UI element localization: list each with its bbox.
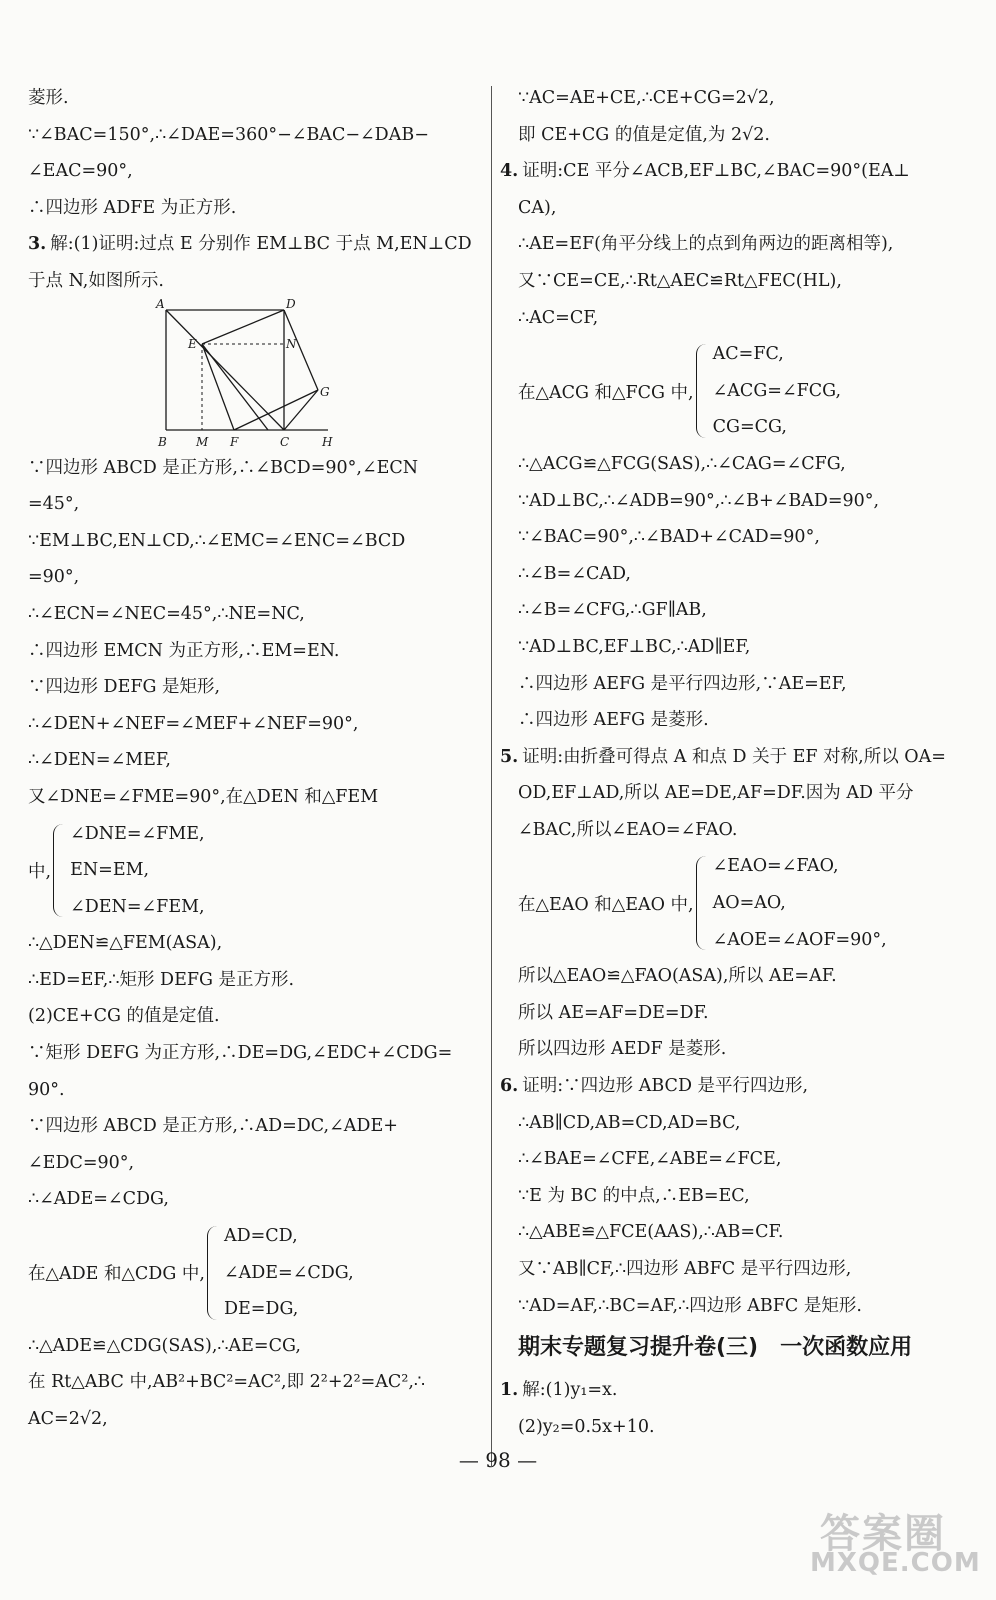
- brace: [207, 1226, 218, 1320]
- question-5-line: [500, 739, 978, 776]
- question-number: 5.: [500, 746, 519, 767]
- label-N: N: [286, 336, 297, 351]
- text-line: =90°,: [28, 567, 80, 588]
- watermark-logo: [800, 1502, 981, 1582]
- text-line: ∠EAC=90°,: [28, 161, 133, 182]
- text-line: ∵EM⊥BC,EN⊥CD,∴∠EMC=∠ENC=∠BCD: [28, 530, 406, 551]
- question-4-line: [500, 153, 978, 190]
- equation-system: [500, 336, 978, 446]
- text-line: ∵AD⊥BC,EF⊥BC,∴AD∥EF,: [518, 636, 751, 657]
- text-line: ∴ED=EF,∴矩形 DEFG 是正方形.: [28, 969, 295, 990]
- system-prefix: 在△EAO 和△EAO 中,: [518, 894, 694, 915]
- question-number: 6.: [500, 1076, 519, 1097]
- label-G: G: [320, 384, 330, 399]
- text-span: 证明:CE 平分∠ACB,EF⊥BC,∠BAC=90°(EA⊥: [522, 161, 910, 182]
- section-heading: 期末专题复习提升卷(三) 一次函数应用: [518, 1335, 913, 1361]
- question-6-line: [500, 1068, 978, 1105]
- text-line: ∴∠BAE=∠CFE,∠ABE=∠FCE,: [518, 1149, 782, 1170]
- system-prefix: 在△ADE 和△CDG 中,: [28, 1264, 205, 1285]
- brace: [696, 856, 707, 950]
- system-row: ∠AOE=∠AOF=90°,: [712, 929, 887, 950]
- text-line: ∵∠BAC=90°,∴∠BAD+∠CAD=90°,: [518, 527, 820, 548]
- text-line: ∴四边形 EMCN 为正方形,∴EM=EN.: [28, 640, 340, 661]
- watermark-url: MXQE.COM: [810, 1548, 981, 1578]
- text-line: ∵四边形 ABCD 是正方形,∴∠BCD=90°,∠ECN: [28, 457, 419, 478]
- text-line: 菱形.: [28, 88, 69, 108]
- text-line: ∴AB∥CD,AB=CD,AD=BC,: [518, 1112, 741, 1133]
- text-line: (2)CE+CG 的值是定值.: [28, 1006, 220, 1027]
- text-line: ∵四边形 ABCD 是正方形,∴AD=DC,∠ADE+: [28, 1116, 398, 1137]
- text-line: ∴四边形 ADFE 为正方形.: [28, 197, 237, 218]
- text-line: =45°,: [28, 494, 80, 515]
- system-row: CG=CG,: [712, 417, 787, 438]
- system-row: AD=CD,: [223, 1226, 298, 1247]
- text-line: (2)y₂=0.5x+10.: [518, 1416, 655, 1437]
- equation-system: [28, 816, 483, 926]
- label-D: D: [286, 296, 296, 311]
- label-F: F: [230, 434, 239, 449]
- text-line: 又∵AB∥CF,∴四边形 ABFC 是平行四边形,: [518, 1259, 852, 1279]
- text-line: ∴△ACG≌△FCG(SAS),∴∠CAG=∠CFG,: [518, 453, 846, 474]
- text-span: 证明:∵四边形 ABCD 是平行四边形,: [522, 1076, 809, 1097]
- text-line: 在 Rt△ABC 中,AB²+BC²=AC²,即 2²+2²=AC²,∴: [28, 1372, 426, 1393]
- text-line: ∴△ADE≌△CDG(SAS),∴AE=CG,: [28, 1335, 301, 1356]
- text-span: 解:(1)y₁=x.: [522, 1380, 618, 1401]
- text-line: ∴△DEN≌△FEM(ASA),: [28, 933, 223, 954]
- text-line: AC=2√2,: [28, 1409, 108, 1429]
- system-row: ∠DNE=∠FME,: [70, 823, 205, 844]
- text-span: 证明:由折叠可得点 A 和点 D 关于 EF 对称,所以 OA=: [522, 746, 946, 767]
- text-line: ∴AE=EF(角平分线上的点到角两边的距离相等),: [518, 234, 894, 255]
- system-row: ∠ADE=∠CDG,: [223, 1262, 354, 1283]
- text-line: 即 CE+CG 的值是定值,为 2√2.: [518, 124, 770, 145]
- system-row: ∠DEN=∠FEM,: [70, 896, 205, 917]
- text-line: 所以 AE=AF=DE=DF.: [518, 1002, 709, 1023]
- text-line: ∵∠BAC=150°,∴∠DAE=360°−∠BAC−∠DAB−: [28, 124, 429, 145]
- text-line: ∵矩形 DEFG 为正方形,∴DE=DG,∠EDC+∠CDG=: [28, 1043, 453, 1064]
- question-number: 3.: [28, 234, 47, 255]
- system-prefix: 在△ACG 和△FCG 中,: [518, 382, 694, 403]
- system-row: AO=AO,: [712, 893, 786, 914]
- text-line: 又∠DNE=∠FME=90°,在△DEN 和△FEM: [28, 786, 379, 807]
- text-line: ∴∠ADE=∠CDG,: [28, 1189, 169, 1210]
- label-E: E: [188, 336, 197, 351]
- text-line: ∴△ABE≌△FCE(AAS),∴AB=CF.: [518, 1222, 784, 1243]
- system-prefix: 中,: [28, 861, 52, 882]
- text-line: ∴∠B=∠CAD,: [518, 563, 631, 584]
- text-line: ∴AC=CF,: [518, 307, 599, 328]
- system-row: AC=FC,: [712, 344, 784, 365]
- answer-1-line: [500, 1372, 978, 1409]
- label-H: H: [322, 434, 333, 449]
- text-line: ∵AC=AE+CE,∴CE+CG=2√2,: [518, 88, 775, 108]
- square-diagram: [128, 296, 333, 450]
- label-C: C: [280, 434, 290, 449]
- brace: [53, 824, 64, 918]
- text-line: ∠EDC=90°,: [28, 1152, 135, 1173]
- text-line: 于点 N,如图所示.: [28, 270, 164, 291]
- right-column: [500, 80, 978, 1445]
- page-number: — 98 —: [458, 1448, 538, 1472]
- text-line: ∴∠DEN=∠MEF,: [28, 750, 171, 771]
- text-line: CA),: [518, 197, 557, 218]
- text-line: ∠BAC,所以∠EAO=∠FAO.: [518, 819, 738, 840]
- text-line: ∵E 为 BC 的中点,∴EB=EC,: [518, 1185, 750, 1206]
- text-line: ∵AD=AF,∴BC=AF,∴四边形 ABFC 是矩形.: [518, 1295, 862, 1316]
- text-line: ∴∠DEN+∠NEF=∠MEF+∠NEF=90°,: [28, 713, 359, 734]
- equation-system: [500, 848, 978, 958]
- text-line: ∴∠ECN=∠NEC=45°,∴NE=NC,: [28, 603, 305, 624]
- text-span: 解:(1)证明:过点 E 分别作 EM⊥BC 于点 M,EN⊥CD: [50, 234, 472, 255]
- text-line: 所以四边形 AEDF 是菱形.: [518, 1039, 727, 1060]
- system-row: DE=DG,: [223, 1299, 299, 1320]
- text-line: ∴四边形 AEFG 是平行四边形,∵AE=EF,: [518, 673, 847, 694]
- text-line: ∵AD⊥BC,∴∠ADB=90°,∴∠B+∠BAD=90°,: [518, 490, 880, 511]
- brace: [696, 344, 707, 438]
- left-column: [28, 80, 483, 1438]
- column-divider: [491, 86, 492, 1466]
- label-B: B: [158, 434, 167, 449]
- text-line: ∴∠B=∠CFG,∴GF∥AB,: [518, 600, 707, 621]
- text-line: OD,EF⊥AD,所以 AE=DE,AF=DF.因为 AD 平分: [518, 783, 914, 804]
- system-row: ∠EAO=∠FAO,: [712, 856, 839, 877]
- system-row: ∠ACG=∠FCG,: [712, 380, 842, 401]
- text-line: 90°.: [28, 1079, 65, 1100]
- question-number: 1.: [500, 1380, 519, 1401]
- text-line: ∴四边形 AEFG 是菱形.: [518, 710, 709, 731]
- watermark-text: 答案圈: [820, 1511, 946, 1557]
- geometry-figure: [28, 296, 483, 450]
- text-line: ∵四边形 DEFG 是矩形,: [28, 677, 221, 698]
- question-3-line: [28, 226, 483, 263]
- text-line: 所以△EAO≌△FAO(ASA),所以 AE=AF.: [518, 966, 837, 987]
- equation-system: [28, 1218, 483, 1328]
- system-row: EN=EM,: [70, 860, 150, 881]
- label-A: A: [156, 296, 165, 311]
- question-number: 4.: [500, 161, 519, 182]
- label-M: M: [196, 434, 209, 449]
- text-line: 又∵CE=CE,∴Rt△AEC≌Rt△FEC(HL),: [518, 270, 842, 291]
